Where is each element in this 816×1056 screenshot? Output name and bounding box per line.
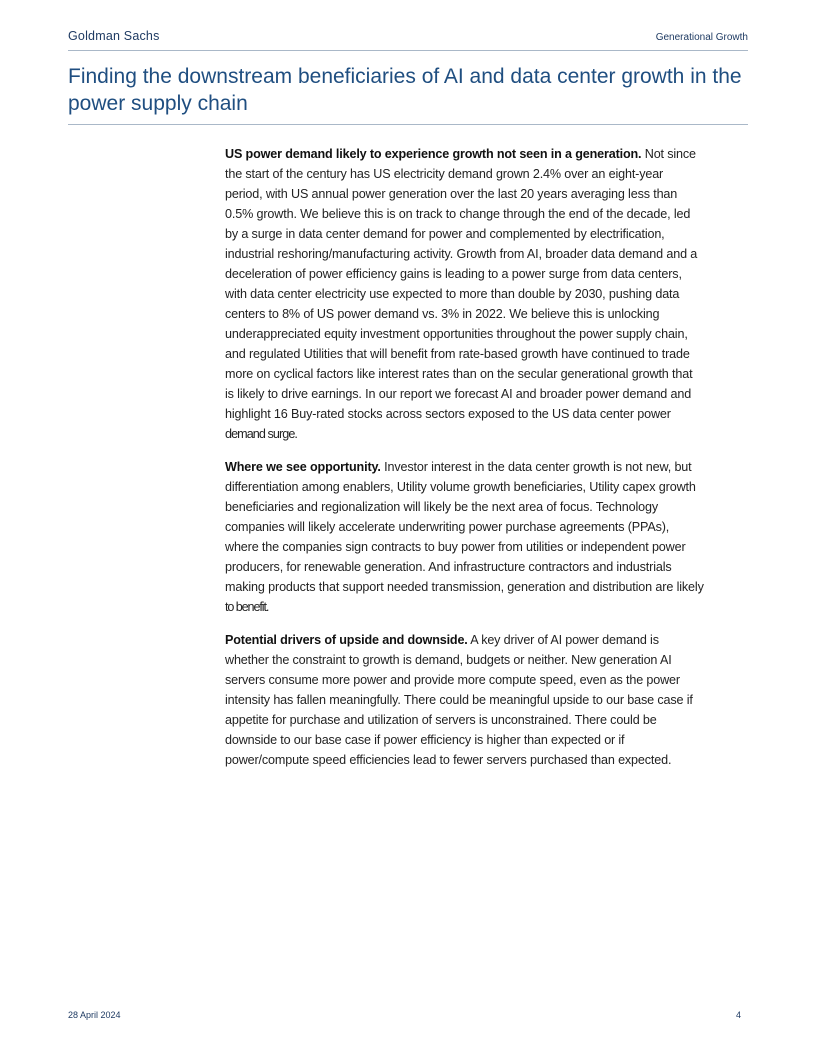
- paragraph-line: industrial reshoring/manufacturing activity. Growth from AI, broader data demand and a: [225, 247, 698, 261]
- paragraph-line: Where we see opportunity. Investor interest in the data center growth is not new, but: [225, 460, 692, 474]
- paragraph-line: and regulated Utilities that will benefit from rate-based growth have continued to trade: [225, 347, 690, 361]
- paragraph-line: servers consume more power and provide more compute speed, even as the power: [225, 673, 680, 687]
- footer-date: 28 April 2024: [68, 1010, 121, 1020]
- paragraph-line: period, with US annual power generation over the last 20 years averaging less than: [225, 187, 678, 201]
- paragraph-lead: Potential drivers of upside and downside.: [225, 633, 468, 647]
- paragraph-upside-downside: [225, 630, 760, 770]
- title-divider: [68, 124, 748, 125]
- paragraph-line: differentiation among enablers, Utility volume growth beneficiaries, Utility capex growth: [225, 480, 696, 494]
- paragraph-line: demand surge.: [225, 427, 298, 441]
- header-brand: Goldman Sachs: [68, 29, 160, 43]
- page-number: 4: [735, 1010, 741, 1020]
- header-divider: [68, 50, 748, 51]
- paragraph-line: making products that support needed transmission, generation and distribution are likely: [225, 580, 704, 594]
- paragraph-line: US power demand likely to experience growth not seen in a generation. Not since: [225, 147, 696, 161]
- paragraph-line: Potential drivers of upside and downside. A key driver of AI power demand is: [225, 633, 659, 647]
- paragraph-line: centers to 8% of US power demand vs. 3% in 2022. We believe this is unlocking: [225, 307, 660, 321]
- paragraph-line: by a surge in data center demand for power and complemented by electrification,: [225, 227, 665, 241]
- paragraph-line: power/compute speed efficiencies lead to fewer servers purchased than expected.: [225, 753, 672, 767]
- paragraph-line: appetite for purchase and utilization of servers is unconstrained. There could be: [225, 713, 657, 727]
- paragraph-line: to benefit.: [225, 600, 269, 614]
- paragraph-us-power-demand: [225, 144, 760, 444]
- paragraph-line: downside to our base case if power efficiency is higher than expected or if: [225, 733, 625, 747]
- paragraph-lead: Where we see opportunity.: [225, 460, 381, 474]
- paragraph-line: producers, for renewable generation. And infrastructure contractors and industrials: [225, 560, 672, 574]
- paragraph-line: whether the constraint to growth is demand, budgets or neither. New generation AI: [225, 653, 672, 667]
- paragraph-line: 0.5% growth. We believe this is on track to change through the end of the decade, led: [225, 207, 691, 221]
- body-text: [225, 144, 760, 783]
- page-title: Finding the downstream beneficiaries of AI and data center growth in the power supply chain: [68, 65, 742, 115]
- paragraph-line: beneficiaries and regionalization will likely be the next area of focus. Technology: [225, 500, 659, 514]
- paragraph-line: the start of the century has US electricity demand grown 2.4% over an eight-year: [225, 167, 664, 181]
- paragraph-line: intensity has fallen meaningfully. There could be meaningful upside to our base case if: [225, 693, 693, 707]
- paragraph-line: highlight 16 Buy-rated stocks across sectors exposed to the US data center power: [225, 407, 671, 421]
- header-section-title: Generational Growth: [655, 32, 748, 43]
- paragraph-line: is likely to drive earnings. In our report we forecast AI and broader power demand and: [225, 387, 692, 401]
- paragraph-line: deceleration of power efficiency gains is leading to a power surge from data centers,: [225, 267, 682, 281]
- paragraph-line: with data center electricity use expected to more than double by 2030, pushing data: [225, 287, 680, 301]
- paragraph-opportunity: [225, 457, 760, 617]
- paragraph-lead: US power demand likely to experience growth not seen in a generation.: [225, 147, 642, 161]
- paragraph-line: more on cyclical factors like interest rates than on the secular generational growth that: [225, 367, 693, 381]
- paragraph-line: where the companies sign contracts to buy power from utilities or independent power: [225, 540, 686, 554]
- paragraph-line: underappreciated equity investment opportunities throughout the power supply chain,: [225, 327, 688, 341]
- paragraph-line: companies will likely accelerate underwriting power purchase agreements (PPAs),: [225, 520, 670, 534]
